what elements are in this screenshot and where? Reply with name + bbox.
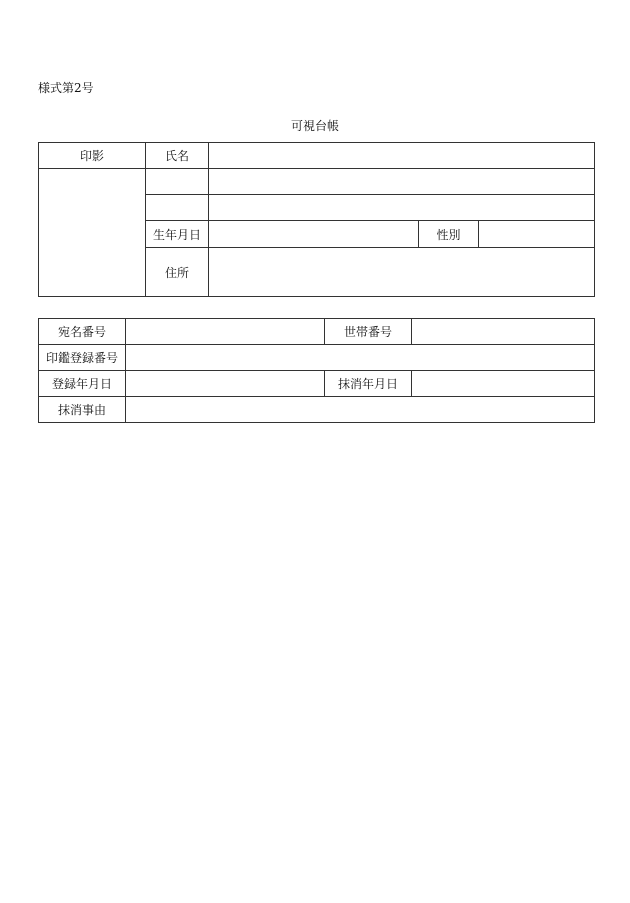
row2-field[interactable] <box>209 169 595 195</box>
personal-info-table <box>38 142 595 297</box>
household-number-label: 世帯番号 <box>325 319 412 345</box>
cancellation-date-label: 抹消年月日 <box>325 371 412 397</box>
document-title: 可視台帳 <box>290 119 339 133</box>
registration-date-label: 登録年月日 <box>39 371 126 397</box>
registration-table <box>38 318 595 423</box>
name-label: 氏名 <box>146 143 209 169</box>
row3-label <box>146 195 209 221</box>
name-field[interactable] <box>209 143 595 169</box>
cancellation-reason-label: 抹消事由 <box>39 397 126 423</box>
seal-registration-number-field[interactable] <box>126 345 595 371</box>
birthdate-field[interactable] <box>209 221 419 248</box>
household-number-field[interactable] <box>412 319 595 345</box>
address-field[interactable] <box>209 248 595 297</box>
seal-impression-label: 印影 <box>39 143 146 169</box>
address-label: 住所 <box>146 248 209 297</box>
seal-impression-box[interactable] <box>39 169 146 297</box>
form-number: 様式第2号 <box>38 81 94 95</box>
address-number-field[interactable] <box>126 319 325 345</box>
cancellation-date-field[interactable] <box>412 371 595 397</box>
row3-field[interactable] <box>209 195 595 221</box>
address-number-label: 宛名番号 <box>39 319 126 345</box>
registration-date-field[interactable] <box>126 371 325 397</box>
cancellation-reason-field[interactable] <box>126 397 595 423</box>
seal-registration-number-label: 印鑑登録番号 <box>39 345 126 371</box>
gender-field[interactable] <box>479 221 595 248</box>
row2-label <box>146 169 209 195</box>
gender-label: 性別 <box>419 221 479 248</box>
birthdate-label: 生年月日 <box>146 221 209 248</box>
